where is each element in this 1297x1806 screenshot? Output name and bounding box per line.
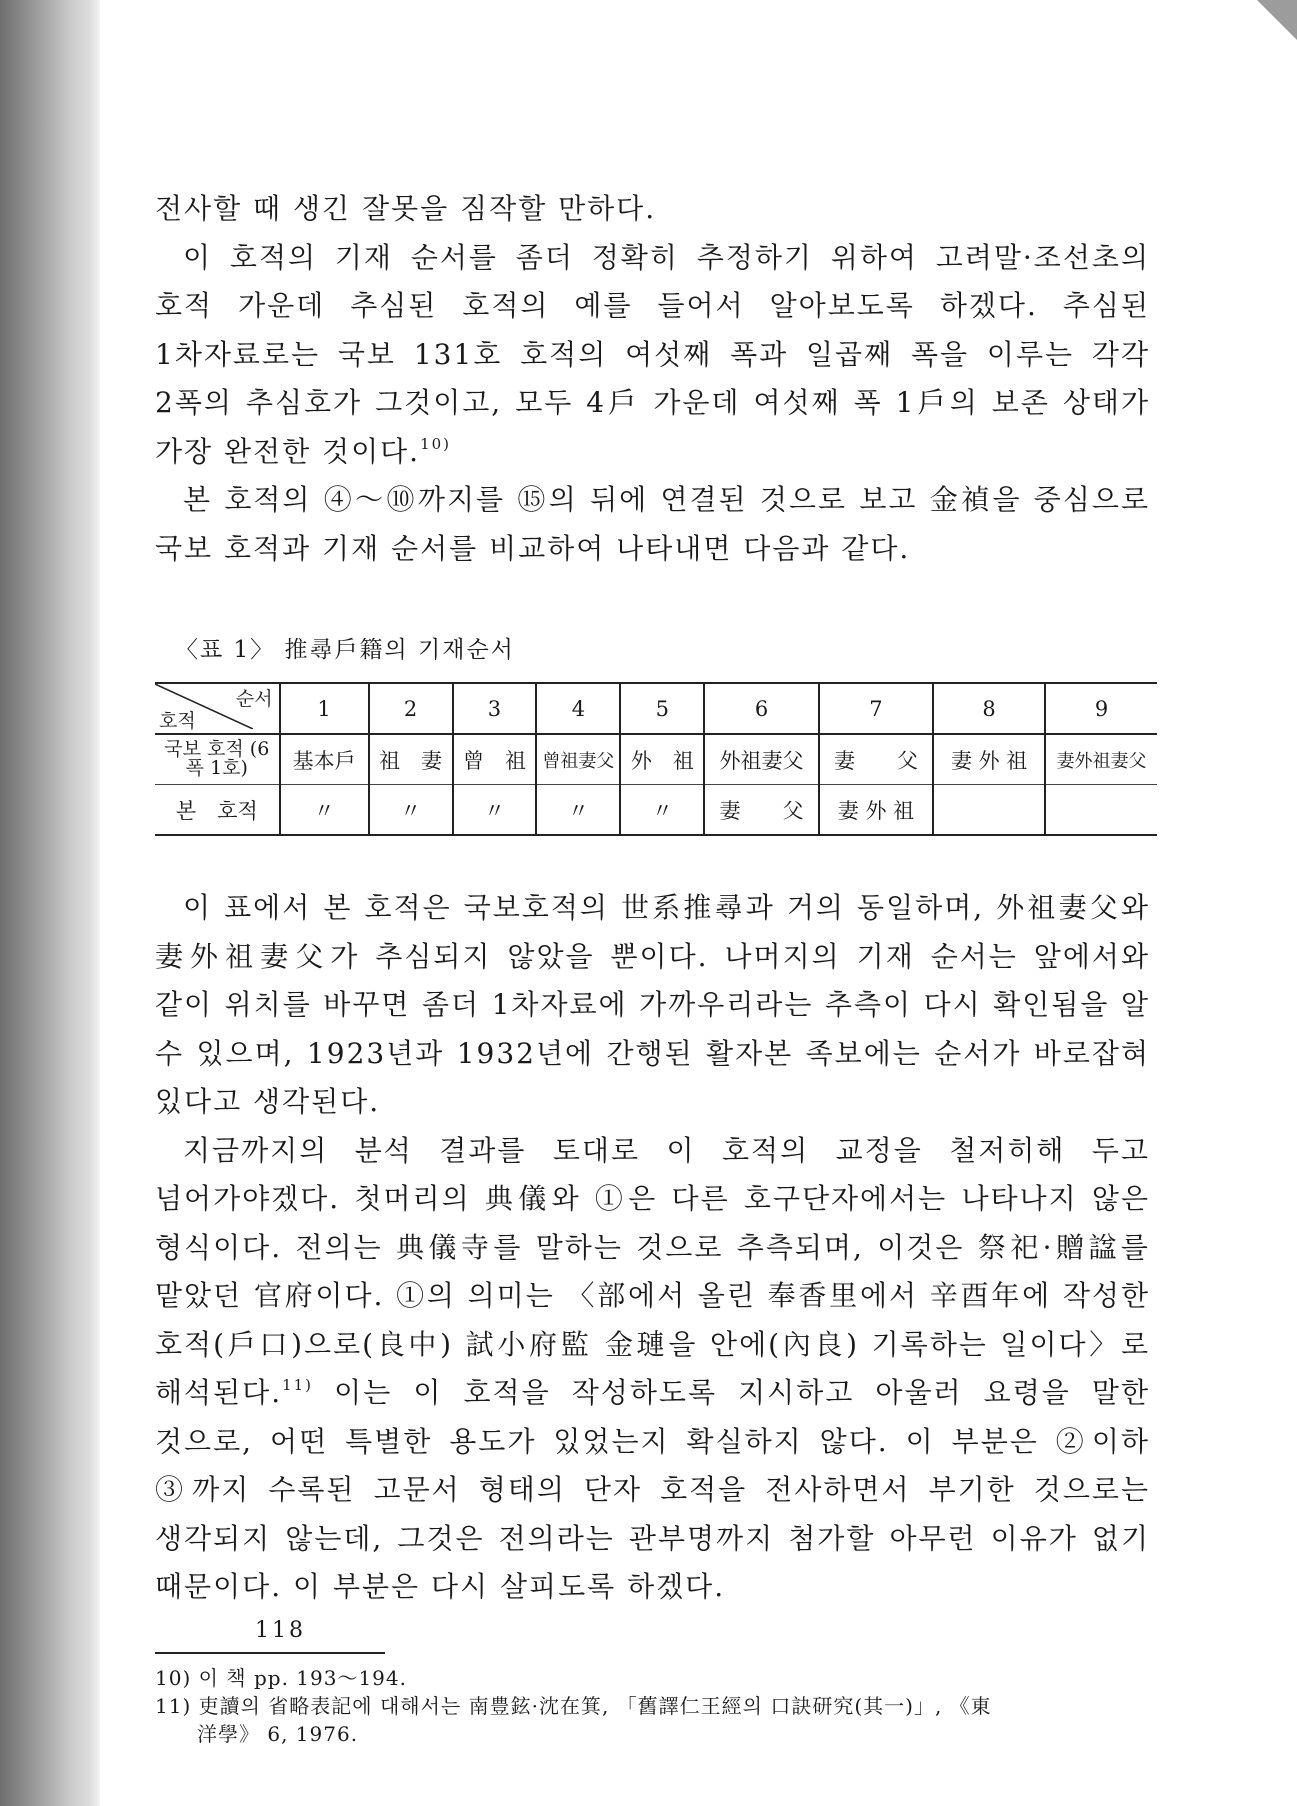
- table-corner-cell: [155, 683, 280, 734]
- corner-label-bottom: 호적: [159, 710, 196, 732]
- table-cell: 〃: [280, 785, 369, 836]
- column-header: 2: [369, 683, 453, 734]
- table-cell: 妻 父: [819, 734, 933, 785]
- table-cell: 〃: [536, 785, 620, 836]
- table-cell: 外祖妻父: [704, 734, 818, 785]
- book-spine: [0, 0, 100, 1806]
- table-cell: 祖 妻: [369, 734, 453, 785]
- page-edge: [88, 0, 100, 1806]
- row-label: 본 호적: [175, 798, 258, 823]
- table-cell: 基本戶: [280, 734, 369, 785]
- table-cell: 曾 祖: [453, 734, 537, 785]
- row-label: 국보 호적 (6폭 1호): [164, 738, 270, 779]
- table-row: [155, 785, 1157, 836]
- table-cell: 〃: [453, 785, 537, 836]
- paragraph: 이 표에서 본 호적은 국보호적의 世系推尋과 거의 동일하며, 外祖妻父와 妻外祖妻父가 추심되지 않았을 뿐이다. 나머지의 기재 순서는 앞에서와 같이 위치를 바꾸면 좀더 1차자료에 가까우리라는 추측이 다시 확인됨을 알 수 있으며, 1923년과 1932년에 간행된 활자본 족보에는 순서가 바로잡혀 있다고 생각된다.: [155, 891, 1150, 1118]
- column-header: 9: [1045, 683, 1157, 734]
- footnote-rule: [155, 1652, 385, 1654]
- footnote: 10) 이 책 pp. 193～194.: [155, 1665, 407, 1690]
- table-cell: 妻 父: [704, 785, 818, 836]
- table-header-row: [155, 683, 1157, 734]
- table-cell: 妻外祖妻父: [1045, 734, 1157, 785]
- column-header: 5: [620, 683, 704, 734]
- column-header: 1: [280, 683, 369, 734]
- column-header: 3: [453, 683, 537, 734]
- paragraph: 이 호적의 기재 순서를 좀더 정확히 추정하기 위하여 고려말·조선초의 호적 가운데 추심된 호적의 예를 들어서 알아보도록 하겠다. 추심된 1차자료로는 국보 131호 호적의 여섯째 폭과 일곱째 폭을 이루는 각각 2폭의 추심호가 그것이고, 모두 4戶 가운데 여섯째 폭 1戶의 보존 상태가 가장 완전한 것이다.$^{10)}$: [155, 240, 1150, 468]
- page-number: 118: [255, 1618, 306, 1643]
- table-cell: 外 祖: [620, 734, 704, 785]
- footnote-ref[interactable]: 11): [282, 1376, 314, 1394]
- column-header: 6: [704, 683, 818, 734]
- table-cell: 〃: [620, 785, 704, 836]
- table-cell: 曾祖妻父: [536, 734, 620, 785]
- table-row: [155, 734, 1157, 785]
- footnote-continuation: 洋學》 6, 1976.: [197, 1721, 359, 1746]
- genealogy-order-table: [155, 682, 1157, 836]
- table-cell: 妻 外 祖: [819, 785, 933, 836]
- footnote-ref[interactable]: 10): [420, 434, 452, 453]
- table-cell: 妻 外 祖: [933, 734, 1045, 785]
- column-header: 7: [819, 683, 933, 734]
- corner-label-top: 순서: [235, 688, 273, 710]
- column-header: 4: [536, 683, 620, 734]
- table-cell: [933, 785, 1045, 836]
- paragraph: 본 호적의 ④～⑩까지를 ⑮의 뒤에 연결된 것으로 보고 金禎을 중심으로 국보 호적과 기재 순서를 비교하여 나타내면 다음과 같다.: [155, 483, 1150, 565]
- footnote: 11) 吏讀의 省略表記에 대해서는 南豊鉉·沈在箕, 「舊譯仁王經의 口訣研究(其一)」, 《東: [155, 1693, 992, 1718]
- paragraph: 지금까지의 분석 결과를 토대로 이 호적의 교정을 철저히해 두고 넘어가야겠다. 첫머리의 典儀와 ①은 다른 호구단자에서는 나타나지 않은 형식이다. 전의는 典儀寺를 말하는 것으로 추측되며, 이것은 祭祀·贈諡를 맡았던 官府이다. ①의 의미는 〈部에서 올린 奉香里에서 辛酉年에 작성한 호적(戶口)으로(良中) 試小府監 金璉을 안에(內良) 기록하는 일이다〉로 해석된다.$^{11)}$ 이는 이 호적을 작성하도록 지시하고 아울러 요령을 말한 것으로, 어떤 특별한 용도가 있었는지 확실하지 않다. 이 부분은 ②이하 ③까지 수록된 고문서 형태의 단자 호적을 전사하면서 부기한 것으로는 생각되지 않는데, 그것은 전의라는 관부명까지 첨가할 아무런 이유가 없기 때문이다. 이 부분은 다시 살피도록 하겠다.: [155, 1133, 1150, 1603]
- paragraph: 전사할 때 생긴 잘못을 짐작할 만하다.: [155, 192, 657, 225]
- table-cell: [1045, 785, 1157, 836]
- column-header: 8: [933, 683, 1045, 734]
- page-corner: [1257, 0, 1297, 40]
- spacer: [155, 836, 1150, 884]
- table-caption: 〈표 1〉 推尋戶籍의 기재순서: [175, 637, 515, 663]
- page-content: [155, 185, 1150, 1748]
- table-cell: 〃: [369, 785, 453, 836]
